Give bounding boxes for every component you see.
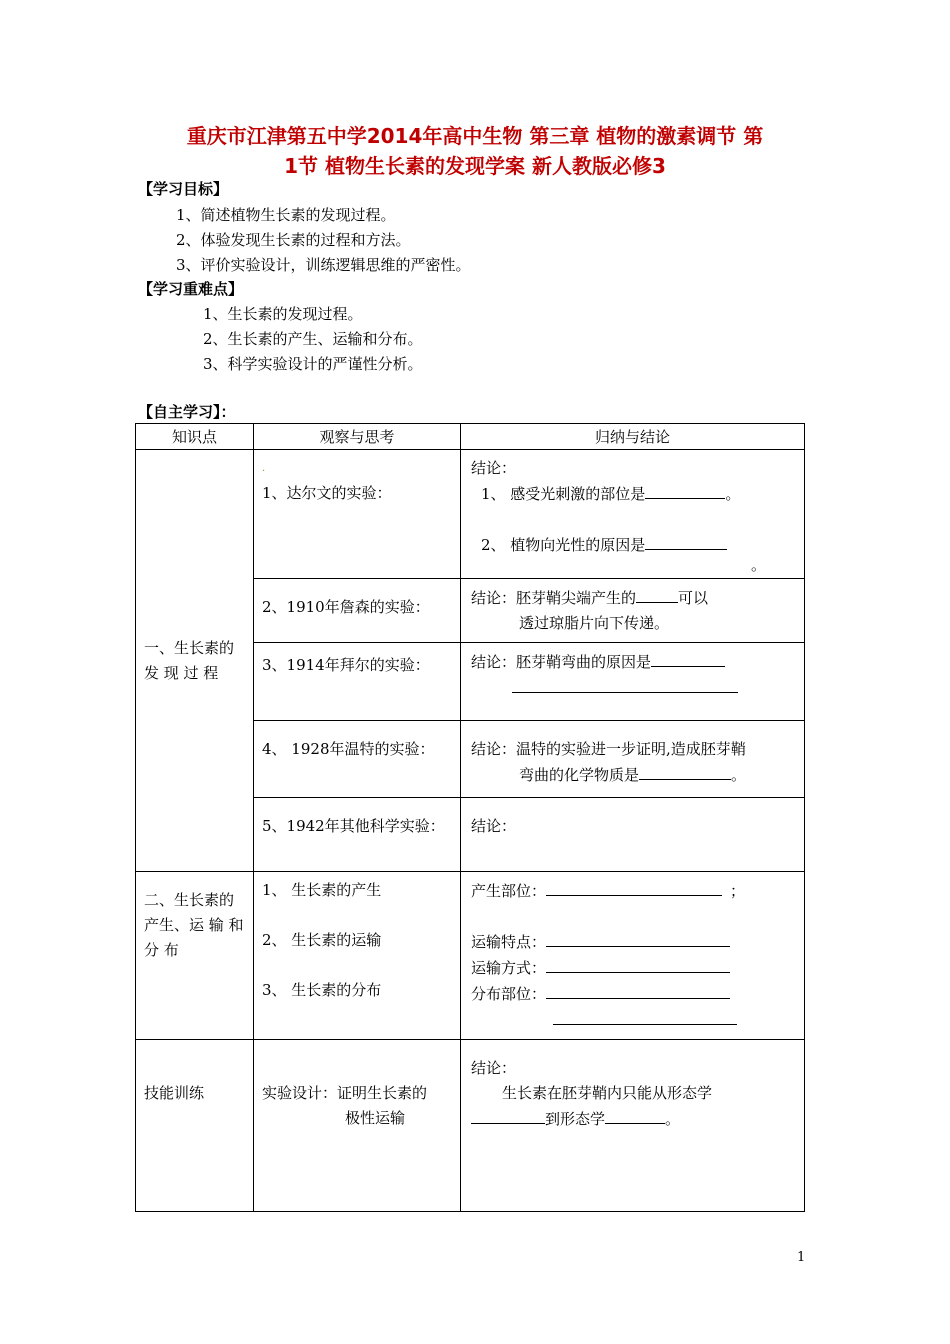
field-label: 产生部位： xyxy=(471,882,547,900)
section-3-label-cell xyxy=(136,1040,254,1212)
page-number: 1 xyxy=(797,1250,806,1265)
fill-blank[interactable] xyxy=(651,649,725,667)
punctuation: 。 xyxy=(665,1110,681,1128)
observe-cell xyxy=(254,579,461,643)
goal-item: 3、评价实验设计，训练逻辑思维的严密性。 xyxy=(176,256,471,274)
fill-blank[interactable] xyxy=(512,675,738,693)
punctuation: 。 xyxy=(751,556,767,574)
observe-text: 5、1942年其他科学实验： xyxy=(262,817,445,835)
goal-item: 1、简述植物生长素的发现过程。 xyxy=(176,206,396,224)
conclusion-cell xyxy=(461,643,805,721)
conclusion-text: 结论：温特的实验进一步证明,造成胚芽鞘 xyxy=(471,740,746,758)
fill-blank[interactable] xyxy=(645,532,727,550)
goals-heading: 【学习目标】 xyxy=(138,180,229,198)
observe-text: 1、达尔文的实验： xyxy=(262,484,392,502)
conclusion-text: 结论： xyxy=(471,817,517,835)
fill-blank[interactable] xyxy=(546,955,730,973)
observe-text: 4、 1928年温特的实验： xyxy=(262,740,435,758)
conclusion-cell xyxy=(461,798,805,872)
conclusion-text: 弯曲的化学物质是 xyxy=(519,766,640,784)
self-study-table xyxy=(135,423,805,1212)
conclusion-cell xyxy=(461,450,805,579)
conclusion-text: 生长素在胚芽鞘内只能从形态学 xyxy=(502,1084,713,1102)
conclusion-cell xyxy=(461,1040,805,1212)
conclusion-item-1: 1、 感受光刺激的部位是 xyxy=(481,485,646,503)
observe-text: 2、1910年詹森的实验： xyxy=(262,598,430,616)
fill-blank[interactable] xyxy=(546,929,730,947)
observe-text: 3、1914年拜尔的实验： xyxy=(262,656,430,674)
key-point-item: 1、生长素的发现过程。 xyxy=(203,305,363,323)
table-row xyxy=(136,1040,805,1212)
table-row xyxy=(136,872,805,1040)
fill-blank[interactable] xyxy=(645,481,725,499)
section-1-label-cell xyxy=(136,450,254,872)
fill-blank[interactable] xyxy=(553,1007,737,1025)
observe-text: 实验设计：证明生长素的 xyxy=(262,1084,428,1102)
field-label: 分布部位： xyxy=(471,985,547,1003)
observe-text: 3、 生长素的分布 xyxy=(262,981,382,999)
goal-item: 2、体验发现生长素的过程和方法。 xyxy=(176,231,411,249)
marker-dot: . xyxy=(262,463,266,474)
section-1-label: 一、生长素的发 现 过 程 xyxy=(144,638,235,682)
fill-blank[interactable] xyxy=(546,878,722,896)
fill-blank[interactable] xyxy=(546,981,730,999)
observe-cell xyxy=(254,643,461,721)
conclusion-text: 结论：胚芽鞘弯曲的原因是 xyxy=(471,653,652,671)
observe-cell xyxy=(254,798,461,872)
conclusion-text: 透过琼脂片向下传递。 xyxy=(519,614,670,632)
conclusion-text: 到形态学 xyxy=(545,1110,606,1128)
document-title xyxy=(138,121,812,181)
conclusion-text: 可以 xyxy=(678,589,709,607)
key-point-item: 3、科学实验设计的严谨性分析。 xyxy=(203,355,423,373)
field-label: 运输特点： xyxy=(471,933,547,951)
punctuation: 。 xyxy=(731,766,747,784)
conclusion-item-2: 2、 植物向光性的原因是 xyxy=(481,536,646,554)
header-observe: 观察与思考 xyxy=(254,424,461,450)
fill-blank[interactable] xyxy=(636,585,678,603)
observe-text: 2、 生长素的运输 xyxy=(262,931,382,949)
section-2-label-cell xyxy=(136,872,254,1040)
table-row xyxy=(136,450,805,579)
observe-cell xyxy=(254,872,461,1040)
title-line-2: 1节 植物生长素的发现学案 新人教版必修3 xyxy=(284,154,666,178)
conclusion-cell xyxy=(461,579,805,643)
punctuation: 。 xyxy=(725,485,741,503)
key-points-heading: 【学习重难点】 xyxy=(138,280,244,298)
title-line-1: 重庆市江津第五中学2014年高中生物 第三章 植物的激素调节 第 xyxy=(186,124,764,148)
key-point-item: 2、生长素的产生、运输和分布。 xyxy=(203,330,423,348)
table-header-row xyxy=(136,424,805,450)
fill-blank[interactable] xyxy=(605,1106,665,1124)
observe-cell xyxy=(254,450,461,579)
header-conclusion: 归纳与结论 xyxy=(461,424,805,450)
field-label: 运输方式： xyxy=(471,959,547,977)
observe-cell xyxy=(254,721,461,798)
observe-text: 1、 生长素的产生 xyxy=(262,881,382,899)
observe-cell xyxy=(254,1040,461,1212)
fill-blank[interactable] xyxy=(471,1106,545,1124)
fill-blank[interactable] xyxy=(639,762,731,780)
section-2-label: 二、生长素的 产生、运 输 和 分 布 xyxy=(144,891,244,959)
conclusion-label: 结论： xyxy=(471,459,517,477)
observe-text: 极性运输 xyxy=(345,1109,406,1127)
conclusion-label: 结论： xyxy=(471,1059,517,1077)
conclusion-cell xyxy=(461,872,805,1040)
header-knowledge: 知识点 xyxy=(136,424,254,450)
conclusion-cell xyxy=(461,721,805,798)
conclusion-text: 结论：胚芽鞘尖端产生的 xyxy=(471,589,637,607)
self-study-heading: 【自主学习】： xyxy=(138,403,236,421)
punctuation: ； xyxy=(730,882,746,900)
section-3-label: 技能训练 xyxy=(144,1084,205,1102)
